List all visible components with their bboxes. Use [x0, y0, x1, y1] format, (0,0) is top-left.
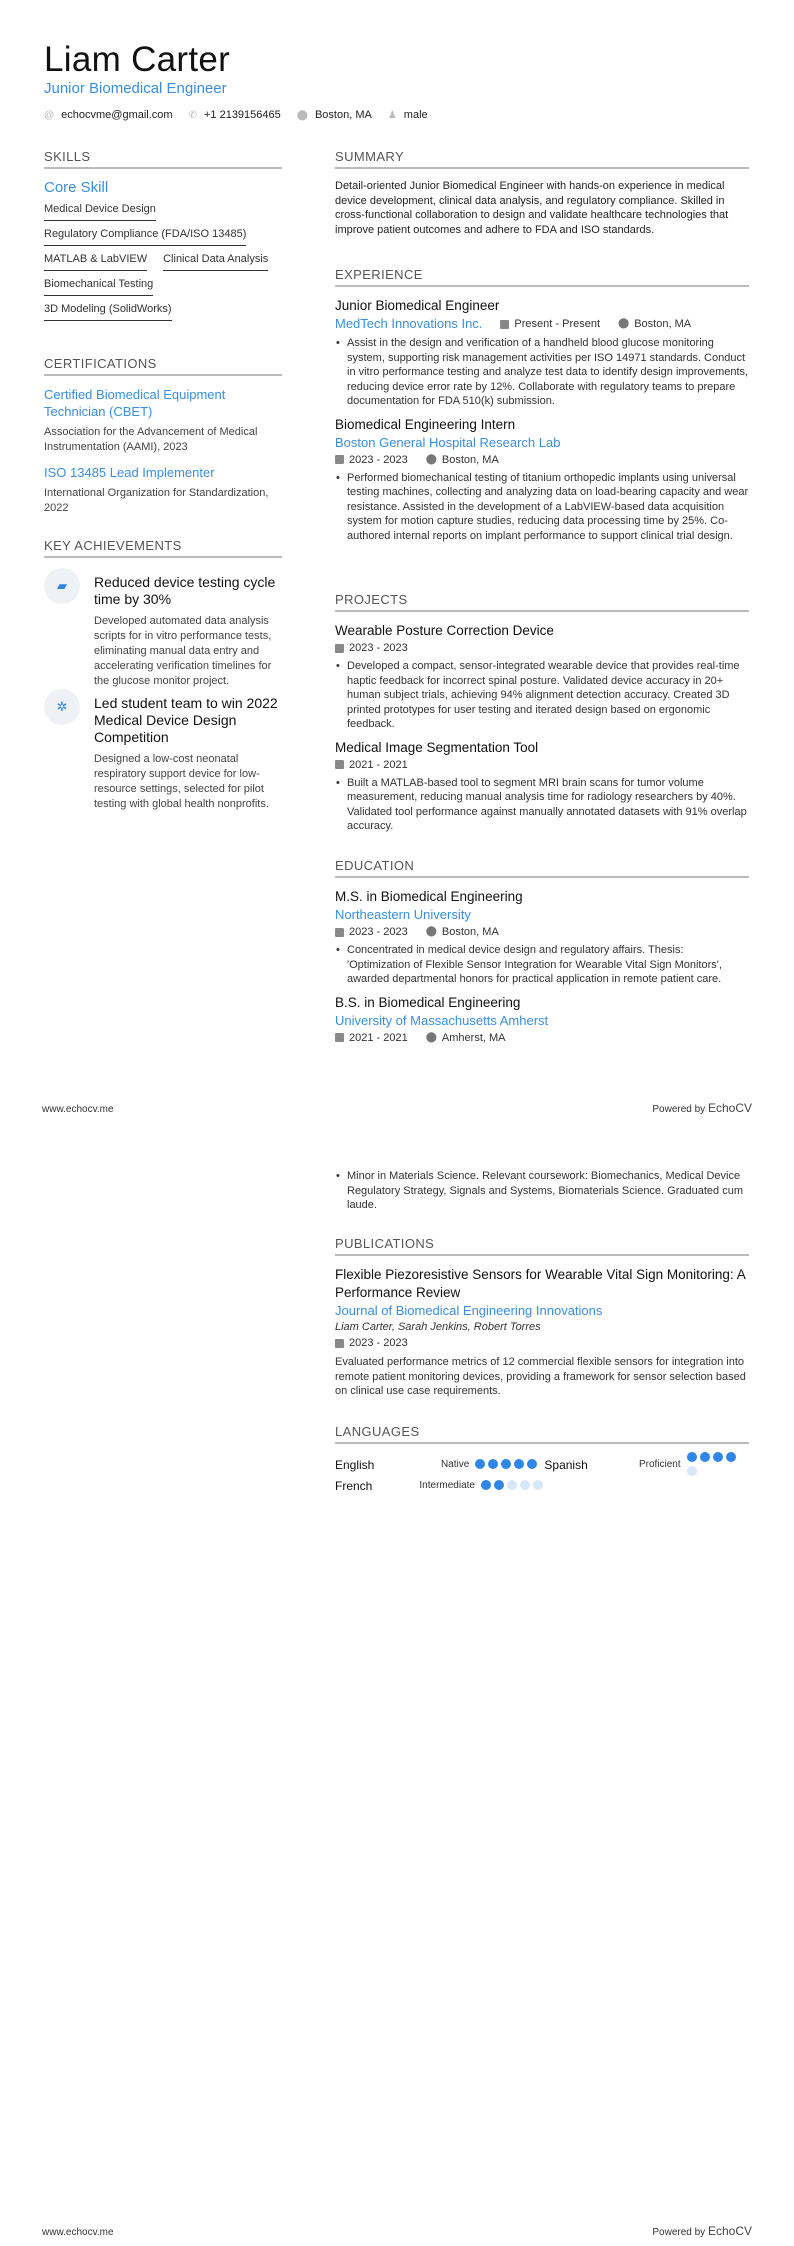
rating-dot-filled — [700, 1452, 710, 1462]
language-name: Spanish — [544, 1457, 588, 1472]
achievement-desc: Designed a low-cost neonatal respiratory support device for low-resource settings, selected for pilot testing with global health nonprofits. — [94, 753, 269, 810]
brand-logo[interactable]: EchoCV — [707, 1101, 752, 1115]
certifications-section — [44, 356, 282, 525]
section-heading: LANGUAGES — [335, 1424, 749, 1444]
powered-label: Powered by — [652, 1104, 706, 1115]
dates: 2023 - 2023 — [349, 453, 408, 466]
education-continued — [335, 1166, 749, 1220]
bullet: • Assist in the design and verification of a handheld blood glucose monitoring system, supporting risk management activities per ISO 14971 standards. Conduct in vitro performance testing and analyze test data to identify design improvements, reducing device error rate by 12%. Collaborate with regulatory teams to prepare documentation for FDA 510(k) submission. — [335, 336, 749, 409]
cert-issuer: Association for the Advancement of Medical Instrumentation (AAMI), 2023 — [44, 426, 258, 453]
summary-section — [335, 149, 749, 237]
dates: Present - Present — [514, 318, 601, 330]
rating-dot-empty — [520, 1480, 530, 1490]
rating-dot-filled — [726, 1452, 736, 1462]
project-title: Wearable Posture Correction Device — [335, 623, 554, 638]
education-item — [335, 888, 749, 987]
bullet: • Minor in Materials Science. Relevant coursework: Biomechanics, Medical Device Regulatory Strategy, Signals and Systems, Biomaterials Science. Graduated cum laude. — [335, 1169, 749, 1213]
company-name: MedTech Innovations Inc. — [335, 316, 483, 331]
bullet: • Developed a compact, sensor-integrated wearable device that provides real-time haptic feedback for incorrect spinal posture. Validated device accuracy in 20+ human subject trials, achieving 94% alignment detection accuracy. Created 3D printed prototypes for user testing and iterated design based on ergonomic feedback. — [335, 659, 749, 732]
at-icon: @ — [44, 109, 55, 121]
dates: 2021 - 2021 — [349, 1031, 408, 1044]
skill-tag: Regulatory Compliance (FDA/ISO 13485) — [44, 225, 246, 246]
powered-label: Powered by — [652, 2227, 706, 2238]
project-item — [335, 739, 749, 834]
achievement — [44, 574, 282, 689]
cert-title: ISO 13485 Lead Implementer — [44, 465, 215, 480]
dates: 2021 - 2021 — [349, 758, 408, 771]
calendar-icon — [500, 320, 509, 329]
calendar-icon — [335, 644, 344, 653]
location-pin-icon: ⬤ — [425, 453, 437, 465]
rating-dot-filled — [501, 1459, 511, 1469]
section-heading: CERTIFICATIONS — [44, 356, 282, 376]
language-name: English — [335, 1457, 375, 1472]
rating-dot-filled — [494, 1480, 504, 1490]
footer-powered — [652, 2224, 752, 2238]
summary-text: Detail-oriented Junior Biomedical Engineer with hands-on experience in medical device development, clinical data analysis, and regulatory compliance. Skilled in cross-functional collaboration to design and validate healthcare technologies that improve patient outcomes and adhere to FDA and ISO standards. — [335, 180, 729, 236]
calendar-icon — [335, 1033, 344, 1042]
company-name: Boston General Hospital Research Lab — [335, 434, 561, 450]
publication-title: Flexible Piezoresistive Sensors for Wearable Vital Sign Monitoring: A Performance Review — [335, 1267, 745, 1300]
contact-row — [44, 109, 428, 121]
publication-desc: Evaluated performance metrics of 12 commercial flexible sensors for integration into remote patient monitoring devices, providing a framework for sensor selection based on clinical use case requirements. — [335, 1356, 746, 1397]
bullet: • Built a MATLAB-based tool to segment MRI brain scans for tumor volume measurement, reducing manual analysis time for radiology researchers by 40%. Validated tool performance against manually annotated datasets with 91% overlap accuracy. — [335, 776, 749, 834]
gender: male — [403, 109, 428, 121]
achievement-title: Reduced device testing cycle time by 30% — [94, 574, 276, 607]
school: Northeastern University — [335, 907, 471, 922]
school: University of Massachusetts Amherst — [335, 1012, 549, 1028]
bullet: • Concentrated in medical device design and regulatory affairs. Thesis: 'Optimization of Flexible Sensor Integration for Wearable Vital Sign Monitors', awarded departmental honors for practical application in remote patient care. — [335, 943, 749, 987]
achievement — [44, 695, 282, 812]
language-rating — [481, 1479, 546, 1493]
cert-title: Certified Biomedical Equipment Technician (CBET) — [44, 387, 226, 419]
achievement-title: Led student team to win 2022 Medical Device Design Competition — [94, 695, 278, 745]
calendar-icon — [335, 455, 344, 464]
section-heading: PUBLICATIONS — [335, 1236, 749, 1256]
skill-group-title: Core Skill — [44, 179, 109, 196]
degree: B.S. in Biomedical Engineering — [335, 994, 521, 1010]
language-rating — [687, 1451, 749, 1479]
rating-dot-filled — [713, 1452, 723, 1462]
achievements-section — [44, 538, 282, 818]
job-title: Junior Biomedical Engineer — [44, 80, 227, 97]
language-name: French — [335, 1478, 373, 1493]
dates: 2023 - 2023 — [349, 926, 408, 938]
experience-section — [335, 267, 749, 550]
experience-item — [335, 297, 749, 409]
publication-journal: Journal of Biomedical Engineering Innovations — [335, 1303, 603, 1318]
education-item — [335, 994, 749, 1046]
user-icon: ♟ — [387, 109, 397, 121]
rating-dot-filled — [488, 1459, 498, 1469]
project-item — [335, 622, 749, 732]
language-level: Native — [440, 1459, 470, 1470]
phone-icon: ✆ — [188, 109, 197, 121]
experience-item — [335, 416, 749, 544]
section-heading: KEY ACHIEVEMENTS — [44, 538, 282, 558]
rating-dot-filled — [514, 1459, 524, 1469]
project-title: Medical Image Segmentation Tool — [335, 739, 539, 755]
publications-section — [335, 1236, 749, 1399]
location-pin-icon: ⬤ — [618, 318, 630, 329]
section-heading: PROJECTS — [335, 592, 749, 612]
degree: M.S. in Biomedical Engineering — [335, 889, 523, 904]
rating-dot-filled — [687, 1452, 697, 1462]
skills-section — [44, 149, 282, 325]
rating-dot-filled — [527, 1459, 537, 1469]
achievement-desc: Developed automated data analysis scripts for in vitro performance tests, eliminating manual data entry and accelerating verification timelines for the glucose monitor project. — [94, 615, 272, 687]
location-pin-icon: ⬤ — [425, 926, 437, 937]
languages-section — [335, 1424, 749, 1496]
skill-tag: Clinical Data Analysis — [163, 250, 268, 271]
education-section — [335, 858, 749, 1048]
rating-dot-filled — [475, 1459, 485, 1469]
location: Boston, MA — [634, 318, 692, 330]
section-heading: EDUCATION — [335, 858, 749, 878]
rating-dot-empty — [687, 1466, 697, 1476]
cert-issuer: International Organization for Standardization, 2022 — [44, 487, 269, 514]
section-heading: SKILLS — [44, 149, 282, 169]
skill-tag: 3D Modeling (SolidWorks) — [44, 300, 172, 321]
position-title: Biomedical Engineering Intern — [335, 416, 516, 432]
sparkle-icon: ✲ — [44, 689, 80, 725]
clipboard-icon: ▰ — [44, 568, 80, 604]
location: Amherst, MA — [441, 1031, 506, 1044]
section-heading: SUMMARY — [335, 149, 749, 169]
rating-dot-empty — [507, 1480, 517, 1490]
language-row — [335, 1454, 749, 1475]
location: Boston, MA — [314, 109, 372, 121]
location: Boston, MA — [441, 926, 499, 938]
bullet: • Performed biomechanical testing of titanium orthopedic implants using universal testing machines, collecting and analyzing data on load-bearing capacity and wear resistance. Assisted in the development of a LabVIEW-based data acquisition system for motion capture studies, reducing data processing time by 25%. Co-authored internal reports on implant performance to support clinical trial design. — [335, 471, 749, 544]
rating-dot-empty — [533, 1480, 543, 1490]
footer-powered — [652, 1101, 752, 1115]
location: Boston, MA — [441, 453, 499, 466]
calendar-icon — [335, 1339, 344, 1348]
skill-tag: MATLAB & LabVIEW — [44, 250, 147, 271]
language-level: Proficient — [638, 1459, 681, 1470]
phone[interactable]: +1 2139156465 — [203, 109, 281, 121]
publication-authors: Liam Carter, Sarah Jenkins, Robert Torres — [335, 1321, 541, 1333]
location-icon: ⬤ — [296, 109, 308, 121]
candidate-name: Liam Carter — [44, 40, 231, 79]
dates: 2023 - 2023 — [349, 642, 408, 654]
language-rating — [475, 1458, 544, 1472]
footer-site[interactable]: www.echocv.me — [42, 1104, 114, 1115]
skill-tag: Biomechanical Testing — [44, 275, 153, 296]
projects-section — [335, 592, 749, 841]
calendar-icon — [335, 928, 344, 937]
brand-logo[interactable]: EchoCV — [707, 2224, 752, 2238]
language-level: Intermediate — [419, 1480, 475, 1491]
position-title: Junior Biomedical Engineer — [335, 298, 500, 313]
dates: 2023 - 2023 — [349, 1337, 408, 1349]
skill-tag: Medical Device Design — [44, 200, 156, 221]
section-heading: EXPERIENCE — [335, 267, 749, 287]
calendar-icon — [335, 760, 344, 769]
location-pin-icon: ⬤ — [425, 1031, 437, 1043]
footer-site[interactable]: www.echocv.me — [42, 2227, 114, 2238]
rating-dot-filled — [481, 1480, 491, 1490]
email[interactable]: echocvme@gmail.com — [61, 109, 173, 121]
